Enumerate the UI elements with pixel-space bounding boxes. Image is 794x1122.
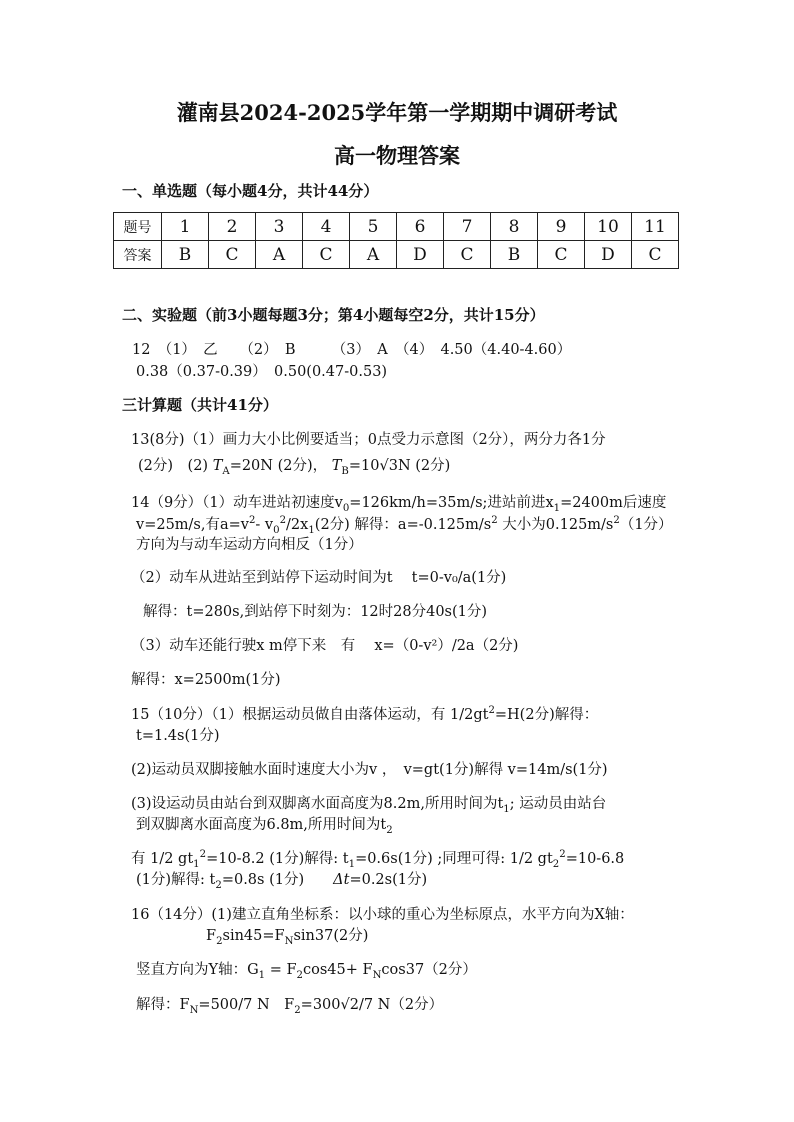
q15-line-1: 15（10分）（1）根据运动员做自由落体运动，有 $1/2gt^2=H(2$分)解得： [131, 705, 599, 723]
question-number: 10 [585, 213, 632, 241]
section-experiment-heading: 二、实验题（前3小题每题3分；第4小题每空2分，共计15分） [122, 306, 545, 324]
question-number: 7 [444, 213, 491, 241]
question-number: 6 [397, 213, 444, 241]
answer-cell: C [209, 241, 256, 269]
q14-line-5: 解得：t=280s,到站停下时刻为：12时28分40s(1分) [143, 604, 488, 620]
q14-text: /2x [286, 517, 309, 533]
question-number: 9 [538, 213, 585, 241]
q15-text: =10-6.8 [565, 851, 625, 867]
q14-line-2: v=25m/s,有$a=v^2-$ $v_0^2/2x_1(2$分) 解得：$a=-0.125m/s^2$ 大小为$0.125m/s^2(1$分） [136, 515, 673, 536]
q14-text: - v [255, 517, 274, 533]
q15-line-3: (2)运动员双脚接触水面时速度大小为v ， v=gt(1分)解得 v=14m/s(1分) [131, 762, 608, 778]
q16-line-2: $F_2\sin 45=F_N\sin 37(2$分) [206, 928, 369, 947]
q14-text: （1分） [619, 517, 673, 533]
q15-text: 到双脚离水面高度为6.8m,所用时间为t [136, 817, 387, 833]
ta-subscript: A [222, 465, 230, 477]
answer-table [113, 212, 679, 269]
question-number: 4 [303, 213, 350, 241]
q16-text: = F [265, 962, 297, 978]
q15-text: 15（10分）（1）根据运动员做自由落体运动，有 1/2gt [131, 707, 489, 723]
q14-text: v=25m/s,有a=v [136, 517, 249, 533]
answer-cell: B [491, 241, 538, 269]
q14-line-3: 方向为与动车运动方向相反（1分） [136, 537, 363, 553]
q16-text: sin45=F [222, 928, 285, 944]
answer-cell: C [632, 241, 679, 269]
ta-value: =20N [229, 458, 273, 474]
q15-text: (1分)解得: t [136, 872, 216, 888]
answer-cell: A [256, 241, 303, 269]
section-calculation-heading: 三计算题（共计41分） [122, 396, 278, 414]
answer-cell: D [397, 241, 444, 269]
q13-text: (2分) (2) [138, 458, 209, 474]
question-number: 5 [350, 213, 397, 241]
q15-line-7: (1分)解得: $t_2=0.8s$ (1分) Δt=0.2s(1分) [136, 872, 428, 891]
q16-line-4: 解得：$F_N=500/7$ N $F_2=300√2/7$ N（2分） [136, 997, 444, 1016]
q16-text: cos37（2分） [381, 962, 477, 978]
tb-subscript: B [341, 465, 349, 477]
q16-text: =300√2/7 N（2分） [300, 997, 444, 1013]
q14-text: =2400m后速度 [560, 495, 667, 511]
table-row-question-numbers [114, 213, 679, 241]
document-title: 灌南县2024-2025学年第一学期期中调研考试 [176, 100, 618, 125]
q15-text: =0.8s (1分) [221, 872, 334, 888]
q14-text: 14（9分）（1）动车进站初速度v [131, 495, 343, 511]
table-header-answer: 答案 [114, 241, 162, 269]
q15-line-4: (3)设运动员由站台到双脚离水面高度为8.2m,所用时间为$t_1$; 运动员由站台 [131, 796, 607, 815]
q13-text: (2分)， [277, 458, 328, 474]
answer-cell: B [162, 241, 209, 269]
answer-cell: C [303, 241, 350, 269]
q14-text: =126km/h=35m/s;进站前进x [349, 495, 554, 511]
question-number: 3 [256, 213, 303, 241]
q12-line-1: 12 （1） 乙 （2） B （3） A （4） 4.50（4.40-4.60） [132, 342, 572, 358]
question-number: 8 [491, 213, 538, 241]
q14-line-6: （3）动车还能行驶x m停下来 有 x=（0-v²）/2a（2分) [131, 638, 519, 654]
q15-line-6: 有 1/2 $gt_1^2=10-8.2$ (1分)解得: $t_1=0.6s(1$分) ;同理可得: 1/2 $gt_2^2=10-6.8$ [131, 849, 625, 870]
question-number: 2 [209, 213, 256, 241]
q16-text: 竖直方向为Y轴：G [136, 962, 259, 978]
q16-line-3: 竖直方向为Y轴：$G_1 = F_2\cos 45+ F_N\cos 37(2$分） [136, 962, 477, 981]
table-header-question: 题号 [114, 213, 162, 241]
q15-line-2: t=1.4s(1分) [136, 728, 220, 744]
q15-text: =0.6s(1分) ;同理可得: 1/2 gt [355, 851, 553, 867]
q15-text: =0.2s(1分) [349, 872, 428, 888]
q15-text: 有 1/2 gt [131, 851, 194, 867]
q13-line-2 [138, 454, 450, 477]
q15-text: ; 运动员由站台 [509, 796, 607, 812]
ta-symbol: T [212, 458, 223, 474]
q16-text: cos45+ F [303, 962, 373, 978]
q14-text: 大小为0.125m/s [497, 517, 614, 533]
question-number: 1 [162, 213, 209, 241]
q14-line-4: （2）动车从进站至到站停下运动时间为t t=0-v₀/a(1分) [131, 570, 507, 586]
question-number: 11 [632, 213, 679, 241]
table-row-answers [114, 241, 679, 269]
answer-cell: C [444, 241, 491, 269]
q15-text: =H(2分)解得： [494, 707, 599, 723]
q15-line-5: 到双脚离水面高度为6.8m,所用时间为$t_2$ [136, 817, 393, 836]
q16-text: =500/7 N F [198, 997, 295, 1013]
q15-text: (3)设运动员由站台到双脚离水面高度为8.2m,所用时间为t [131, 796, 504, 812]
answer-cell: A [350, 241, 397, 269]
q13-line-1: 13(8分)（1）画力大小比例要适当；0点受力示意图（2分），两分力各1分 [131, 432, 606, 448]
q16-text: F [206, 928, 217, 944]
delta-t-symbol: Δt [333, 872, 350, 888]
q14-text: (2分) 解得：a=-0.125m/s [314, 517, 492, 533]
document-subtitle: 高一物理答案 [334, 143, 460, 168]
section-single-choice-heading: 一、单选题（每小题4分，共计44分） [122, 182, 379, 200]
tb-value: =10√3N [348, 458, 411, 474]
q13-text: (2分) [415, 458, 451, 474]
q16-text: 解得：F [136, 997, 190, 1013]
q16-line-1: 16（14分）(1)建立直角坐标系：以小球的重心为坐标原点，水平方向为X轴： [131, 907, 634, 923]
answer-cell: C [538, 241, 585, 269]
q14-line-1: 14（9分）（1）动车进站初速度$v_0=126km/h=35m/s$;进站前进$x_1=2400m$后速度 [131, 495, 667, 514]
q12-line-2: 0.38（0.37-0.39） 0.50(0.47-0.53) [136, 364, 388, 380]
q14-line-7: 解得：x=2500m(1分) [131, 672, 281, 688]
q16-text: sin37(2分) [293, 928, 369, 944]
tb-symbol: T [331, 458, 342, 474]
q15-text: =10-8.2 (1分)解得: t [206, 851, 349, 867]
answer-cell: D [585, 241, 632, 269]
